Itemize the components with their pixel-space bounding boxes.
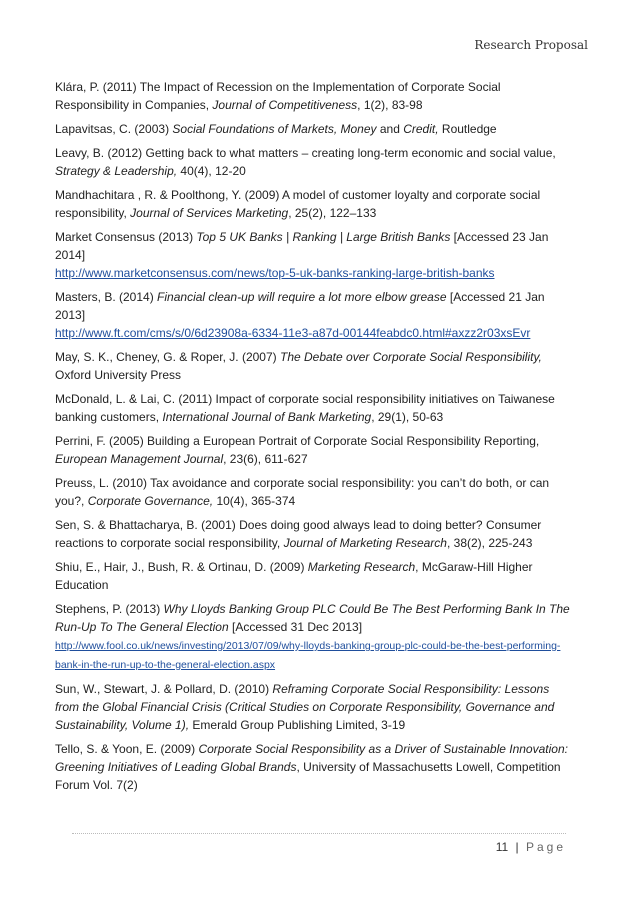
reference-title: Top 5 UK Banks | Ranking | Large British Banks (196, 230, 451, 244)
reference-entry (55, 600, 570, 674)
reference-link[interactable]: http://www.marketconsensus.com/news/top-5-uk-banks-ranking-large-british-banks (55, 266, 495, 280)
reference-text: , 38(2), 225-243 (446, 536, 533, 550)
reference-text: [Accessed 23 Jan 2014] (55, 230, 549, 262)
reference-text: 10(4), 365-374 (213, 494, 296, 508)
reference-title: Reframing Corporate Social Responsibility: Lessons from the Global Financial Crisis (Critical Studies on Corporate Responsibility, Governance and Sustainability, Volume 1), (55, 682, 555, 732)
reference-entry (55, 228, 570, 282)
reference-text: , McGaraw-Hill Higher Education (55, 560, 533, 592)
reference-title: Journal of Services Marketing (130, 206, 289, 220)
reference-text: Leavy, B. (2012) Getting back to what matters – creating long-term economic and social value, (55, 146, 556, 160)
reference-link[interactable]: http://www.fool.co.uk/news/investing/2013/07/09/why-lloyds-banking-group-plc-could-be-the-best-performing-bank-in-the-run-up-to-the-general-election.aspx (55, 640, 561, 671)
reference-entry (55, 558, 570, 594)
reference-title: Journal of Marketing Research (283, 536, 447, 550)
reference-text: 40(4), 12-20 (177, 164, 246, 178)
reference-title: Corporate Social Responsibility as a Driver of Sustainable Innovation: Greening Initiatives of Leading Global Brands (55, 742, 568, 774)
page-word: Page (525, 840, 566, 854)
reference-title: Why Lloyds Banking Group PLC Could Be The Best Performing Bank In The Run-Up To The General Election (55, 602, 570, 634)
reference-text: , 29(1), 50-63 (371, 410, 444, 424)
reference-title: Credit, (403, 122, 439, 136)
page-separator: | (515, 840, 519, 854)
reference-entry (55, 144, 570, 180)
reference-entry (55, 432, 570, 468)
reference-entry (55, 348, 570, 384)
reference-text: , 23(6), 611-627 (223, 452, 308, 466)
reference-text: Sun, W., Stewart, J. & Pollard, D. (2010) (55, 682, 273, 696)
reference-text: May, S. K., Cheney, G. & Roper, J. (2007) (55, 350, 280, 364)
reference-text: Emerald Group Publishing Limited, 3-19 (189, 718, 406, 732)
reference-title: Journal of Competitiveness (212, 98, 358, 112)
reference-text: [Accessed 21 Jan 2013] (55, 290, 545, 322)
reference-title: European Management Journal (55, 452, 224, 466)
reference-text: Stephens, P. (2013) (55, 602, 164, 616)
reference-list (55, 78, 570, 800)
reference-text: , 1(2), 83-98 (357, 98, 423, 112)
reference-text: Sen, S. & Bhattacharya, B. (2001) Does doing good always lead to doing better? Consumer reactions to corporate social responsibility, (55, 518, 542, 550)
reference-title: Marketing Research (307, 560, 416, 574)
reference-text: Klára, P. (2011) The Impact of Recession on the Implementation of Corporate Social Responsibility in Companies, (55, 80, 501, 112)
footer-divider (72, 833, 566, 834)
reference-title: Financial clean-up will require a lot more elbow grease (157, 290, 447, 304)
reference-title: Corporate Governance, (87, 494, 214, 508)
reference-entry (55, 186, 570, 222)
reference-entry (55, 288, 570, 342)
reference-entry (55, 390, 570, 426)
reference-text: Perrini, F. (2005) Building a European Portrait of Corporate Social Responsibility Reporting, (55, 434, 540, 448)
reference-text: Lapavitsas, C. (2003) (55, 122, 173, 136)
reference-entry (55, 680, 570, 734)
reference-title: Social Foundations of Markets, Money (172, 122, 377, 136)
reference-title: International Journal of Bank Marketing (162, 410, 372, 424)
running-header: Research Proposal (474, 38, 588, 52)
reference-text: and (376, 122, 404, 136)
reference-link[interactable]: http://www.ft.com/cms/s/0/6d23908a-6334-11e3-a87d-00144feabdc0.html#axzz2r03xsEvr (55, 326, 531, 340)
reference-text: Market Consensus (2013) (55, 230, 197, 244)
reference-text: Masters, B. (2014) (55, 290, 158, 304)
reference-text: McDonald, L. & Lai, C. (2011) Impact of corporate social responsibility initiatives on Taiwanese banking customers, (55, 392, 555, 424)
reference-title: Strategy & Leadership, (55, 164, 178, 178)
reference-text: Oxford University Press (55, 368, 182, 382)
reference-entry (55, 740, 570, 794)
reference-entry (55, 78, 570, 114)
page-number-footer (496, 840, 566, 854)
reference-title: The Debate over Corporate Social Responsibility, (279, 350, 542, 364)
reference-text: , 25(2), 122–133 (288, 206, 377, 220)
reference-text: Tello, S. & Yoon, E. (2009) (55, 742, 199, 756)
reference-text: Preuss, L. (2010) Tax avoidance and corporate social responsibility: you can’t do both, or can you?, (55, 476, 550, 508)
reference-entry (55, 474, 570, 510)
reference-text: Mandhachitara , R. & Poolthong, Y. (2009) A model of customer loyalty and corporate social responsibility, (55, 188, 541, 220)
page-number: 11 (495, 840, 509, 854)
reference-text: , University of Massachusetts Lowell, Competition Forum Vol. 7(2) (55, 760, 561, 792)
reference-entry (55, 516, 570, 552)
reference-text: Routledge (438, 122, 497, 136)
reference-entry (55, 120, 570, 138)
reference-text: [Accessed 31 Dec 2013] (228, 620, 363, 634)
reference-text: Shiu, E., Hair, J., Bush, R. & Ortinau, D. (2009) (55, 560, 308, 574)
